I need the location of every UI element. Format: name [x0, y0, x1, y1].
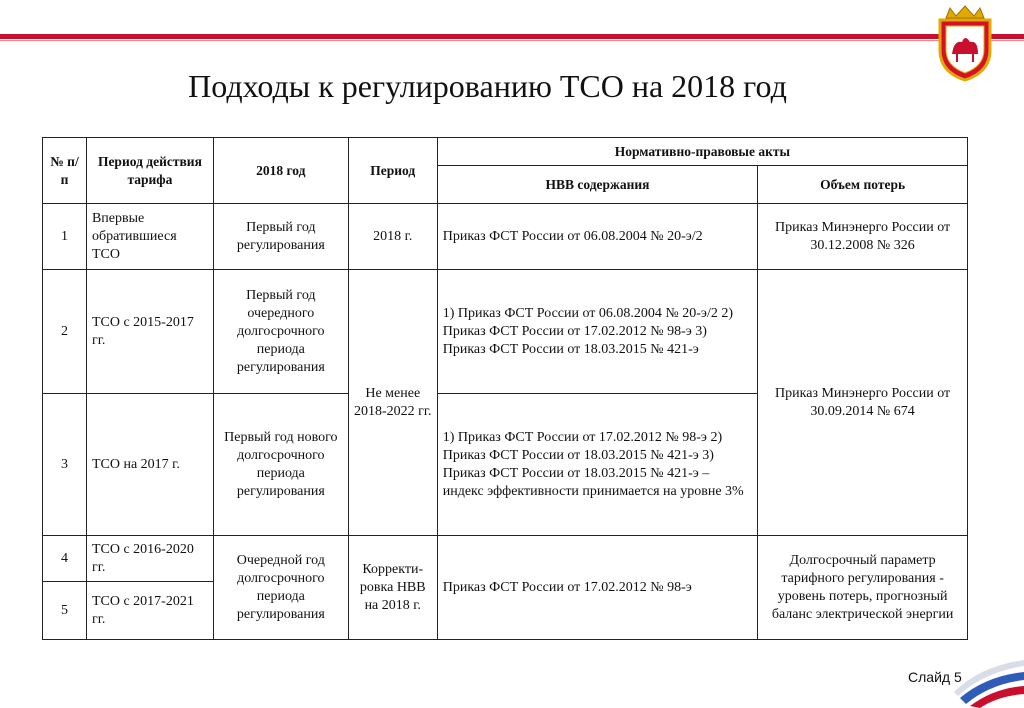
header-nvv: НВВ содержания — [437, 166, 757, 204]
regulation-table — [42, 137, 968, 640]
row-period: Не менее 2018-2022 гг. — [348, 270, 437, 536]
row-num: 1 — [43, 204, 87, 270]
header-period-tariff: Период действия тарифа — [86, 138, 213, 204]
row-num: 4 — [43, 536, 87, 582]
row-period-tariff: ТСО с 2015-2017 гг. — [86, 270, 213, 394]
row-year: Первый год очередного долгосрочного периода регулирования — [213, 270, 348, 394]
slide-title: Подходы к регулированию ТСО на 2018 год — [188, 68, 787, 104]
row-period-tariff: ТСО с 2016-2020 гг. — [86, 536, 213, 582]
table-row — [43, 270, 968, 394]
row-losses: Приказ Минэнерго России от 30.12.2008 № 326 — [758, 204, 968, 270]
row-period-tariff: Впервые обратившиеся ТСО — [86, 204, 213, 270]
header-num: № п/п — [43, 138, 87, 204]
row-year: Очередной год долгосрочного периода регулирования — [213, 536, 348, 640]
row-losses: Долгосрочный параметр тарифного регулирования - уровень потерь, прогнозный баланс электрической энергии — [758, 536, 968, 640]
header-losses: Объем потерь — [758, 166, 968, 204]
header-period: Период — [348, 138, 437, 204]
row-nvv: Приказ ФСТ России от 06.08.2004 № 20-э/2 — [437, 204, 757, 270]
row-period-tariff: ТСО на 2017 г. — [86, 394, 213, 536]
top-accent-bar — [0, 34, 1024, 39]
flag-swoosh-icon — [940, 652, 1024, 708]
header-year: 2018 год — [213, 138, 348, 204]
row-num: 2 — [43, 270, 87, 394]
table-row — [43, 536, 968, 582]
table-row — [43, 204, 968, 270]
row-nvv: 1) Приказ ФСТ России от 06.08.2004 № 20-э/2 2) Приказ ФСТ России от 17.02.2012 № 98-э 3) Приказ ФСТ России от 18.03.2015 № 421-э — [437, 270, 757, 394]
row-nvv: 1) Приказ ФСТ России от 17.02.2012 № 98-э 2) Приказ ФСТ России от 18.03.2015 № 421-э 3) Приказ ФСТ России от 18.03.2015 № 421-э – индекс эффективности принимается на уровне 3% — [437, 394, 757, 536]
row-nvv: Приказ ФСТ России от 17.02.2012 № 98-э — [437, 536, 757, 640]
row-period-tariff: ТСО с 2017-2021 гг. — [86, 582, 213, 640]
slide-number: Слайд 5 — [908, 669, 962, 685]
row-num: 3 — [43, 394, 87, 536]
row-losses: Приказ Минэнерго России от 30.09.2014 № 674 — [758, 270, 968, 536]
row-year: Первый год нового долгосрочного периода регулирования — [213, 394, 348, 536]
row-year: Первый год регулирования — [213, 204, 348, 270]
row-period: Корректи-ровка НВВ на 2018 г. — [348, 536, 437, 640]
row-period: 2018 г. — [348, 204, 437, 270]
top-accent-line — [0, 40, 1024, 41]
row-num: 5 — [43, 582, 87, 640]
header-acts: Нормативно-правовые акты — [437, 138, 967, 166]
